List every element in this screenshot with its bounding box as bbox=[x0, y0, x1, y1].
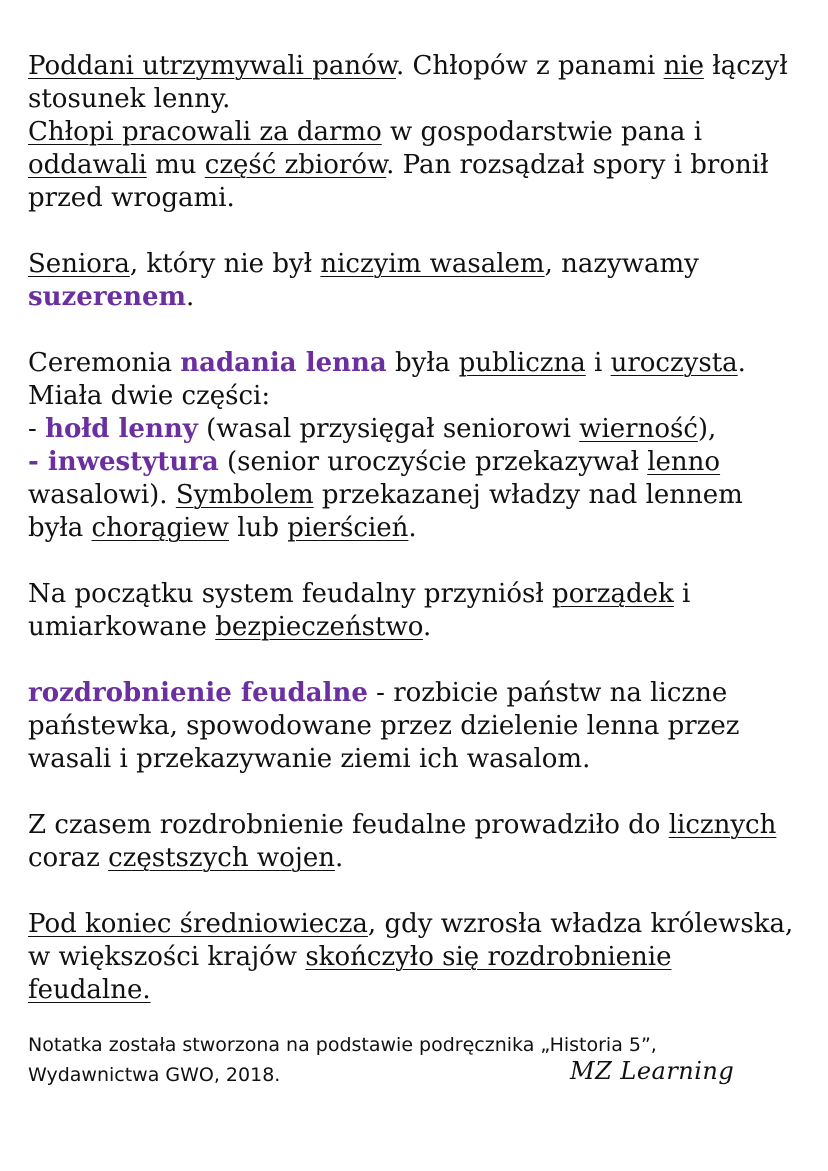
text: (senior uroczyście przekazywał bbox=[218, 447, 648, 477]
text: i bbox=[585, 348, 611, 378]
text: była bbox=[386, 348, 459, 378]
underlined-phrase: chorągiew bbox=[91, 513, 230, 543]
text: ), bbox=[697, 414, 717, 444]
paragraph-end-of-fragmentation bbox=[28, 908, 798, 1007]
underlined-phrase: oddawali bbox=[28, 150, 147, 180]
underlined-phrase: Chłopi pracowali za darmo bbox=[28, 117, 382, 147]
underlined-phrase: Seniora bbox=[28, 249, 130, 279]
underlined-phrase: pierścień bbox=[287, 513, 409, 543]
text: . bbox=[408, 513, 417, 543]
underlined-phrase: licznych bbox=[668, 810, 777, 840]
text: wasalowi). bbox=[28, 480, 176, 510]
text: w gospodarstwie pana i bbox=[381, 117, 703, 147]
keyword: hołd lenny bbox=[45, 414, 198, 444]
note-body bbox=[28, 50, 798, 1040]
paragraph-wars bbox=[28, 809, 798, 875]
text: , który nie był bbox=[129, 249, 321, 279]
text: , nazywamy bbox=[544, 249, 699, 279]
text: . bbox=[422, 612, 432, 642]
source-line-1: Notatka została stworzona na podstawie podręcznika „Historia 5”, bbox=[28, 1034, 657, 1056]
text: i umiarkowane bbox=[28, 579, 691, 642]
text: , gdy wzrosła władza królewska, w większości krajów bbox=[28, 909, 794, 972]
list-dash: - bbox=[28, 414, 46, 444]
text: . Chłopów z panami bbox=[395, 51, 664, 81]
underlined-phrase: publiczna bbox=[458, 348, 586, 378]
text: . bbox=[186, 282, 195, 312]
text: Na początku system feudalny przyniósł bbox=[28, 579, 553, 609]
text: przekazanej władzy nad lennem była bbox=[28, 480, 743, 543]
keyword: nadania lenna bbox=[180, 348, 387, 378]
signature-logo: MZ Learning bbox=[570, 1057, 735, 1085]
text: Ceremonia bbox=[28, 348, 181, 378]
underlined-phrase: Poddani utrzymywali panów bbox=[28, 51, 396, 81]
underlined-phrase: Pod koniec średniowiecza bbox=[28, 909, 368, 939]
text: . Pan rozsądzał spory i bronił przed wrogami. bbox=[28, 150, 769, 213]
underlined-phrase: skończyło się rozdrobnienie feudalne. bbox=[28, 942, 672, 1005]
text: (wasal przysięgał seniorowi bbox=[197, 414, 580, 444]
paragraph-suzerain bbox=[28, 248, 798, 314]
underlined-phrase: bezpieczeństwo bbox=[215, 612, 423, 642]
text: coraz bbox=[28, 843, 109, 873]
text: . bbox=[334, 843, 344, 873]
underlined-phrase: wierność bbox=[579, 414, 698, 444]
underlined-phrase: porządek bbox=[552, 579, 674, 609]
text: mu bbox=[146, 150, 205, 180]
keyword: suzerenem bbox=[28, 282, 187, 312]
keyword: rozdrobnienie feudalne bbox=[28, 678, 368, 708]
paragraph-fragmentation-definition bbox=[28, 677, 798, 776]
underlined-phrase: część zbiorów bbox=[204, 150, 387, 180]
underlined-phrase: lenno bbox=[647, 447, 721, 477]
text: . Miała dwie części: bbox=[28, 348, 746, 411]
keyword: inwestytura bbox=[47, 447, 219, 477]
underlined-phrase: Symbolem bbox=[175, 480, 314, 510]
source-line-2: Wydawnictwa GWO, 2018. bbox=[28, 1064, 281, 1086]
underlined-phrase: częstszych wojen bbox=[108, 843, 335, 873]
paragraph-order bbox=[28, 578, 798, 644]
paragraph-peasants bbox=[28, 50, 798, 215]
paragraph-ceremony bbox=[28, 347, 798, 545]
underlined-phrase: uroczysta bbox=[610, 348, 738, 378]
text: łączył stosunek lenny. bbox=[28, 51, 788, 114]
text: lub bbox=[229, 513, 288, 543]
text: - rozbicie państw na liczne państewka, spowodowane przez dzielenie lenna przez wasali i przekazywanie ziemi ich wasalom. bbox=[28, 678, 740, 774]
list-dash: - bbox=[28, 447, 48, 477]
text: Z czasem rozdrobnienie feudalne prowadziło do bbox=[28, 810, 669, 840]
underlined-phrase: nie bbox=[663, 51, 705, 81]
underlined-phrase: niczyim wasalem bbox=[320, 249, 545, 279]
